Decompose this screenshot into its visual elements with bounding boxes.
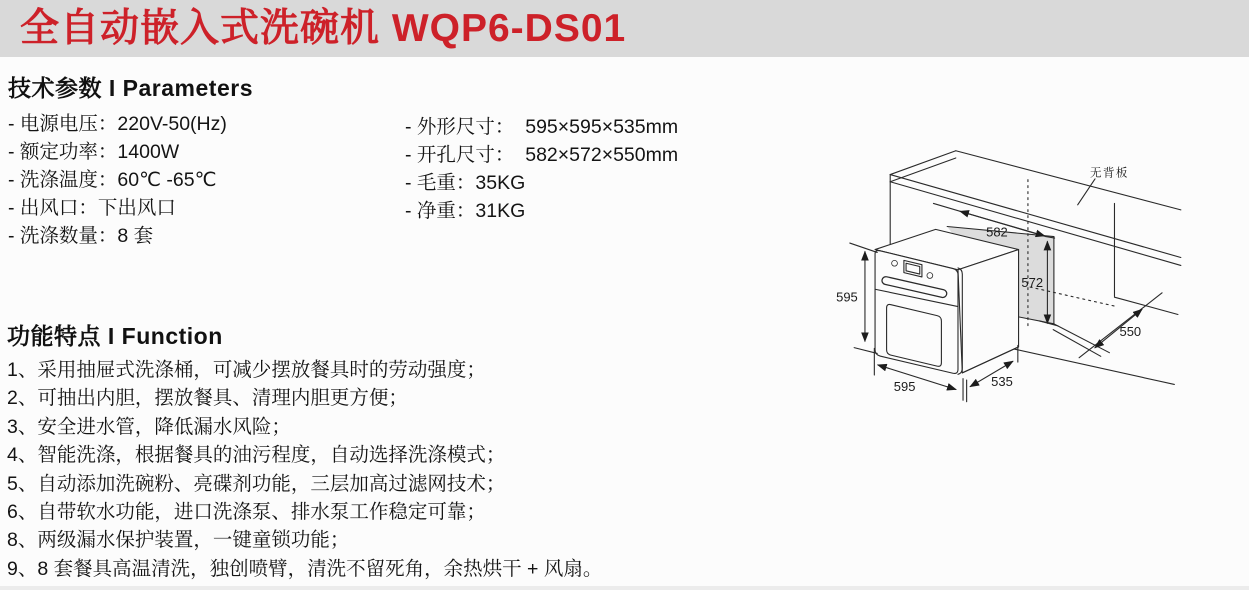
function-item-9: 9、8 套餐具高温清洗，独创喷臂，清洗不留死角，余热烘干 + 风扇。 — [7, 557, 603, 580]
dim-unit-depth: 535 — [991, 373, 1013, 389]
param-capacity: - 洗涤数量：8 套 — [8, 225, 154, 247]
bottom-divider — [0, 586, 1249, 590]
param-gross-weight: - 毛重：35KG — [405, 172, 526, 194]
param-voltage: - 电源电压：220V-50(Hz) — [8, 113, 227, 135]
title-bar — [0, 0, 1249, 57]
installation-drawing — [760, 145, 1249, 520]
parameters-right-column — [405, 113, 678, 225]
function-item-6: 6、自带软水功能，进口洗涤泵、排水泵工作稳定可靠； — [7, 500, 486, 523]
function-item-3: 3、安全进水管，降低漏水风险； — [7, 415, 291, 438]
control-knob-left — [892, 260, 898, 266]
dim-cabinet-depth: 550 — [1119, 324, 1142, 340]
no-back-panel-label: 无背板 — [1089, 167, 1129, 180]
function-list — [7, 356, 602, 583]
dishwasher-right-face — [958, 250, 1019, 373]
param-power: - 额定功率：1400W — [8, 141, 180, 163]
dim-opening-width: 582 — [986, 224, 1008, 240]
parameters-left-column — [8, 110, 227, 250]
param-outer-size: - 外形尺寸： 595×595×535mm — [405, 116, 679, 138]
function-heading: 功能特点 I Function — [7, 323, 223, 349]
function-item-5: 5、自动添加洗碗粉、亮碟剂功能，三层加高过滤网技术； — [7, 472, 506, 495]
function-item-8: 8、两级漏水保护装置，一键童锁功能； — [7, 529, 350, 552]
parameters-heading: 技术参数 I Parameters — [8, 75, 253, 101]
page-title: 全自动嵌入式洗碗机 WQP6-DS01 — [20, 7, 627, 50]
function-item-1: 1、采用抽屉式洗涤桶，可减少摆放餐具时的劳动强度； — [7, 359, 486, 381]
control-knob-right — [927, 273, 933, 279]
param-cutout-size: - 开孔尺寸： 582×572×550mm — [405, 144, 679, 166]
param-temperature: - 洗涤温度：60℃ -65℃ — [8, 169, 217, 191]
dim-opening-height: 572 — [1021, 275, 1044, 291]
cabinet-bottom-front-edge — [1001, 346, 1174, 384]
function-item-2: 2、可抽出内胆，摆放餐具、清理内胆更方便； — [7, 387, 408, 410]
param-net-weight: - 净重：31KG — [405, 200, 526, 222]
dim-unit-width: 595 — [893, 378, 916, 394]
dim-unit-height: 595 — [836, 289, 858, 305]
function-item-4: 4、智能洗涤，根据餐具的油污程度，自动选择洗涤模式； — [7, 444, 506, 467]
param-air-outlet: - 出风口：下出风口 — [8, 197, 176, 219]
